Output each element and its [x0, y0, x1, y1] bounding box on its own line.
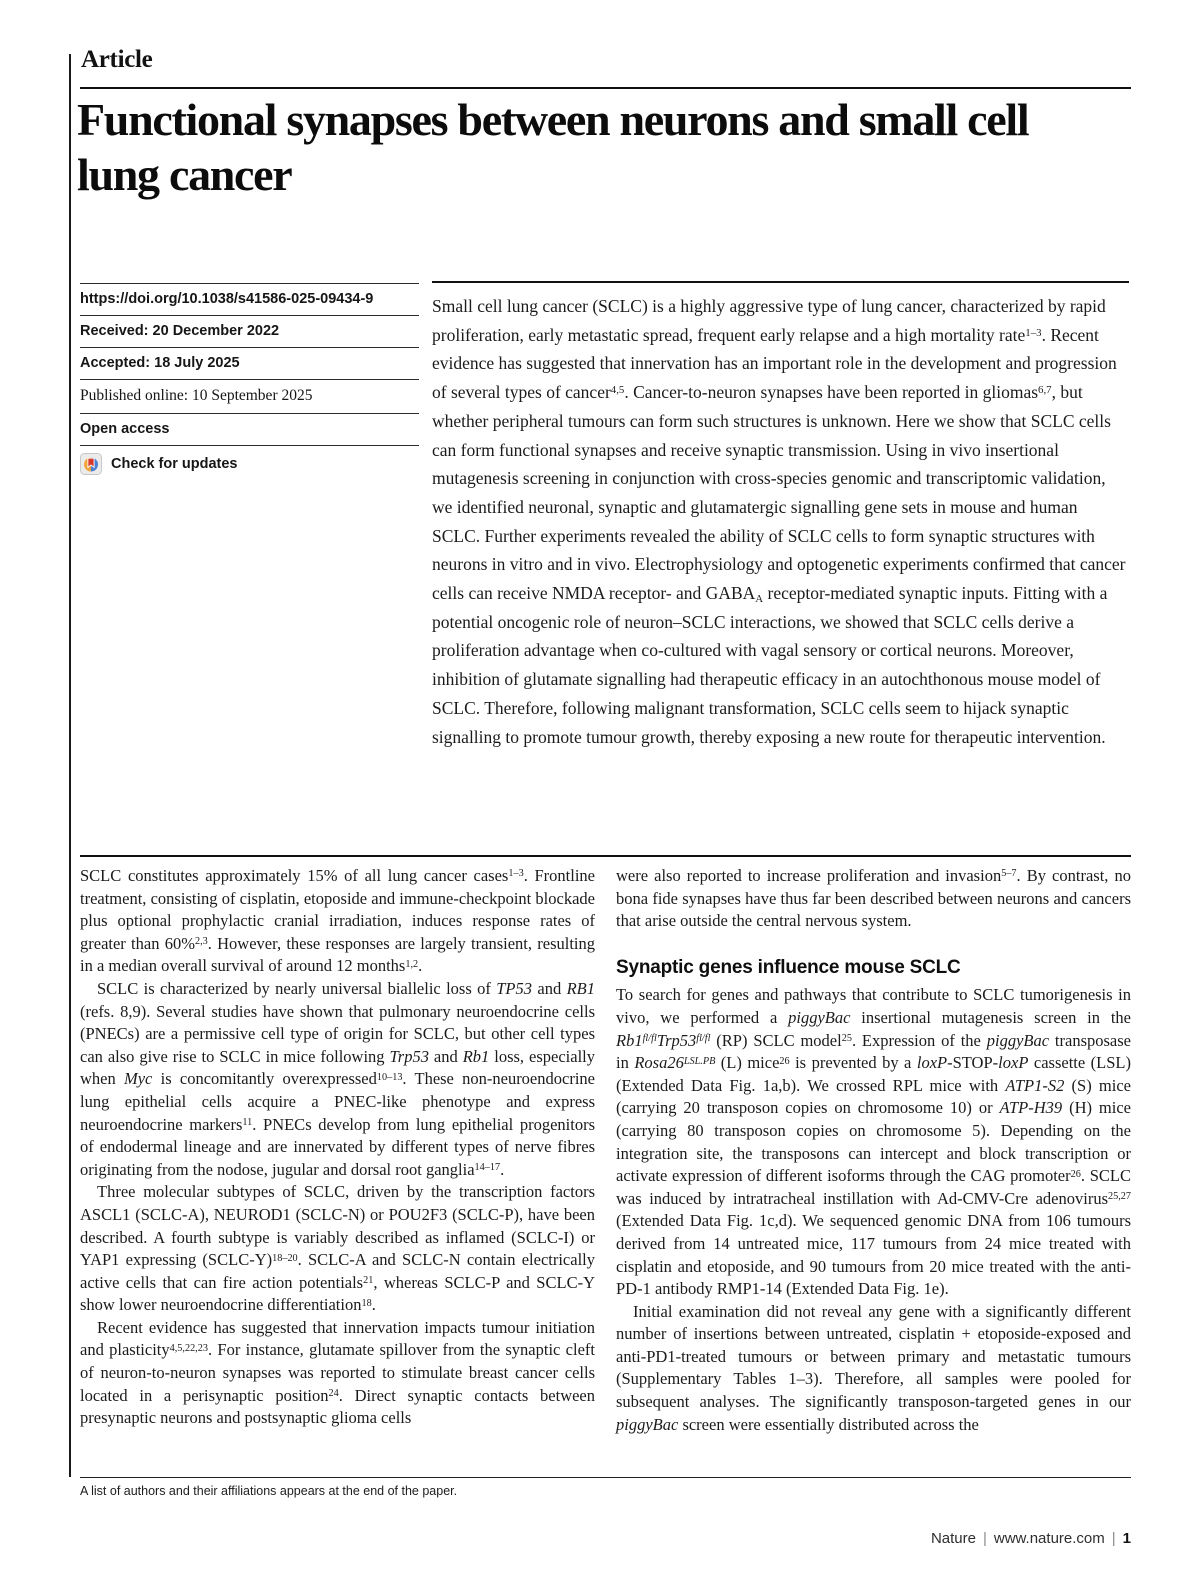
paragraph: SCLC constitutes approximately 15% of all lung cancer cases$^{1-3}$. Frontline treatment, consisting of cisplatin, etoposide and immune-checkpoint blockade plus optional prophylactic cranial irradiation, induces response rates of greater than 60%$^{2,3}$. However, these responses are largely transient, resulting in a median overall survival of around 12 months$^{1,2}$. — [80, 866, 596, 976]
footnote-rule — [80, 1477, 1131, 1478]
footer-separator: | — [1111, 1530, 1116, 1547]
page-number: 1 — [1122, 1530, 1131, 1547]
journal-name: Nature — [930, 1530, 976, 1547]
received-date: Received: 20 December 2022 — [80, 315, 419, 347]
accepted-date: Accepted: 18 July 2025 — [80, 347, 419, 379]
kicker-rule — [80, 87, 1131, 89]
open-access-label: Open access — [80, 413, 419, 445]
check-for-updates-button[interactable] — [80, 445, 419, 483]
body-columns — [80, 865, 1131, 1436]
left-column — [80, 865, 595, 1436]
paragraph: were also reported to increase proliferation and invasion$^{5-7}$. By contrast, no bona fide synapses have thus far been described between neurons and cancers that arise outside the central nervous system. — [616, 866, 1131, 931]
paragraph: SCLC is characterized by nearly universal biallelic loss of TP53 and RB1 (refs. 8,9). Several studies have shown that pulmonary neuroendocrine cells (PNECs) are a permissive cell type of origin for SCLC, but other cell types can also give rise to SCLC in mice following Trp53 and Rb1 loss, especially when Myc is concomitantly overexpressed$^{10-13}$. These non-neuroendocrine lung epithelial cells acquire a PNEC-like phenotype and express neuroendocrine markers$^{11}$. PNECs develop from lung epithelial progenitors of endodermal lineage and are innervated by different types of nerve fibres originating from the nodose, jugular and dorsal root ganglia$^{14-17}$. — [80, 978, 595, 1179]
article-title: Functional synapses between neurons and small cell lung cancer — [77, 94, 1029, 200]
published-date: Published online: 10 September 2025 — [80, 379, 419, 413]
paragraph: Recent evidence has suggested that innervation impacts tumour initiation and plasticity$^{4,5,22,23}$. For instance, glutamate spillover from the synaptic cleft of neuron-to-neuron synapses was reported to stimulate breast cancer cells located in a perisynaptic position$^{24}$. Direct synaptic contacts between presynaptic neurons and postsynaptic glioma cells — [80, 1317, 596, 1428]
left-margin-rule — [69, 54, 71, 1477]
author-footnote: A list of authors and their affiliations appears at the end of the paper. — [80, 1484, 458, 1498]
footer-separator: | — [982, 1530, 987, 1547]
paragraph: Three molecular subtypes of SCLC, driven by the transcription factors ASCL1 (SCLC-A), NEUROD1 (SCLC-N) or POU2F3 (SCLC-P), have been described. A fourth subtype is variably described as inflamed (SCLC-I) or YAP1 expressing (SCLC-Y)$^{18-20}$. SCLC-A and SCLC-N contain electrically active cells that can fire action potentials$^{21}$, whereas SCLC-P and SCLC-Y show lower neuroendocrine differentiation$^{18}$. — [80, 1182, 595, 1315]
journal-url[interactable]: www.nature.com — [993, 1530, 1105, 1547]
paragraph: Initial examination did not reveal any gene with a significantly different number of insertions between untreated, cisplatin + etoposide-exposed and anti-PD1-treated tumours or between primary and metastatic tumours (Supplementary Tables 1–3). Therefore, all samples were pooled for subsequent analyses. The significantly transposon-targeted genes in our piggyBac screen were essentially distributed across the — [616, 1301, 1131, 1434]
doi-link[interactable]: https://doi.org/10.1038/s41586-025-09434-9 — [80, 283, 419, 315]
paragraph: To search for genes and pathways that contribute to SCLC tumorigenesis in vivo, we performed a piggyBac insertional mutagenesis screen in the $Rb1^{fl/fl}Trp53^{fl/fl}$ (RP) SCLC model$^{25}$. Expression of the piggyBac transposase in $Rosa26^{LSL.PB}$ (L) mice$^{26}$ is prevented by a loxP-STOP-loxP cassette (LSL) (Extended Data Fig. 1a,b). We crossed RPL mice with ATP1-S2 (S) mice (carrying 20 transposon copies on chromosome 10) or ATP-H39 (H) mice (carrying 80 transposon copies on chromosome 5). Depending on the integration site, the transposons can intercept and block transcription or activate expression of different isoforms through the CAG promoter$^{26}$. SCLC was induced by intratracheal instillation with Ad-CMV-Cre adenovirus$^{25,27}$ (Extended Data Fig. 1c,d). We sequenced genomic DNA from 106 tumours derived from 14 untreated mice, 117 tumours from 24 mice treated with cisplatin and etoposide, and 90 tumours from 20 mice treated with the anti-PD-1 antibody RMP1-14 (Extended Data Fig. 1e). — [616, 985, 1131, 1299]
abstract-text: Small cell lung cancer (SCLC) is a highly aggressive type of lung cancer, characterized by rapid proliferation, early metastatic spread, frequent early relapse and a high mortality rate$^{1-3}$. Recent evidence has suggested that innervation has an important role in the development and progression of several types of cancer$^{4,5}$. Cancer-to-neuron synapses have been reported in gliomas$^{6,7}$, but whether peripheral tumours can form such structures is unknown. Here we show that SCLC cells can form functional synapses and receive synaptic transmission. Using in vivo insertional mutagenesis screening in conjunction with cross-species genomic and transcriptomic validation, we identified neuronal, synaptic and glutamatergic signalling gene sets in mouse and human SCLC. Further experiments revealed the ability of SCLC cells to form synaptic structures with neurons in vitro and in vivo. Electrophysiology and optogenetic experiments confirmed that cancer cells can receive NMDA receptor- and $GABA_A$ receptor-mediated synaptic inputs. Fitting with a potential oncogenic role of neuron–SCLC interactions, we showed that SCLC cells derive a proliferation advantage when co-cultured with vagal sensory or cortical neurons. Moreover, inhibition of glutamate signalling had therapeutic efficacy in an autochthonous mouse model of SCLC. Therefore, following malignant transformation, SCLC cells seem to hijack synaptic signalling to promote tumour growth, thereby exposing a new route for therapeutic intervention. — [432, 281, 1129, 751]
metadata-panel — [80, 283, 419, 483]
page-footer — [931, 1530, 1131, 1547]
right-column — [616, 865, 1131, 1436]
section-heading: Synaptic genes influence mouse SCLC — [616, 956, 961, 978]
check-for-updates-label: Check for updates — [111, 456, 238, 472]
body-divider-rule — [80, 855, 1131, 857]
article-kicker: Article — [81, 46, 153, 73]
crossmark-icon — [80, 453, 102, 475]
